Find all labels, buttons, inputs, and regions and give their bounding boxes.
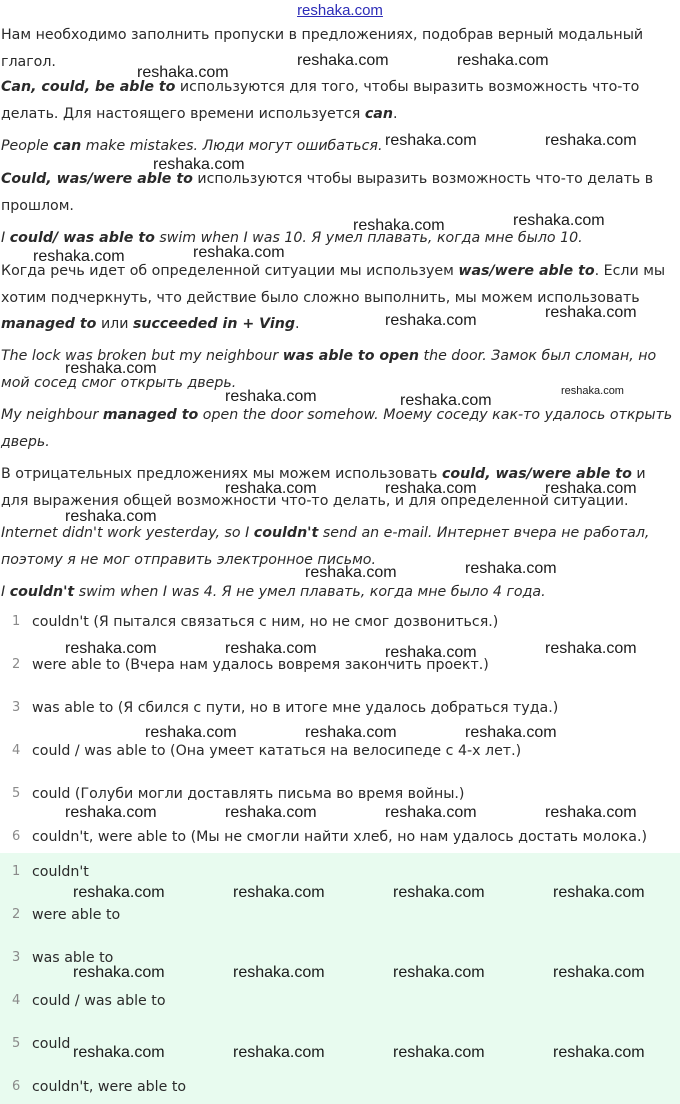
- watermark: reshaka.com: [305, 564, 397, 581]
- example-2-a: I: [1, 230, 10, 246]
- watermark: reshaka.com: [353, 217, 445, 234]
- example-3-a: The lock was broken but my neighbour: [1, 348, 283, 364]
- watermark: reshaka.com: [225, 388, 317, 405]
- watermark: reshaka.com: [73, 964, 165, 981]
- rule-past-text: используются чтобы выразить возможность что-то делать в прошлом.: [1, 171, 654, 214]
- list-item: [0, 993, 680, 1013]
- watermark: reshaka.com: [513, 212, 605, 229]
- item-number: 6: [12, 829, 21, 844]
- example-5-a: Internet didn't work yesterday, so I: [1, 525, 254, 541]
- watermark: reshaka.com: [553, 964, 645, 981]
- item-number: 3: [12, 700, 21, 715]
- item-text: could (Голуби могли доставлять письма во время войны.): [32, 786, 465, 802]
- watermark: reshaka.com: [545, 304, 637, 321]
- watermark: reshaka.com: [225, 480, 317, 497]
- example-1-b: make mistakes. Люди могут ошибаться.: [81, 138, 383, 154]
- rule-situation-k3: succeeded in + Ving: [132, 316, 296, 332]
- example-4-b: open the door somehow. Моему соседу как-то удалось открыть дверь.: [1, 407, 673, 450]
- list-item: [0, 864, 680, 884]
- rule-situation-t3: или: [96, 316, 133, 332]
- item-number: 6: [12, 1079, 21, 1094]
- watermark: reshaka.com: [233, 884, 325, 901]
- item-text: could / was able to (Она умеет кататься на велосипеде с 4-х лет.): [32, 743, 522, 759]
- watermark: reshaka.com: [393, 884, 485, 901]
- item-text: could / was able to: [32, 993, 166, 1009]
- rule-negative-k1: could, was/were able to: [441, 466, 632, 482]
- watermark: reshaka.com: [65, 360, 157, 377]
- rule-can-keyword-end: can: [364, 105, 393, 122]
- watermark: reshaka.com: [385, 644, 477, 661]
- rule-situation-t1: Когда речь идет об определенной ситуации мы используем: [1, 263, 459, 279]
- example-5-keyword: couldn't: [253, 525, 319, 541]
- list-item: [0, 1079, 680, 1099]
- list-item: [0, 829, 680, 849]
- list-item: [0, 786, 680, 806]
- watermark: reshaka.com: [545, 480, 637, 497]
- watermark: reshaka.com: [561, 385, 624, 397]
- watermark: reshaka.com: [73, 1044, 165, 1061]
- item-number: 2: [12, 657, 21, 672]
- item-text: couldn't, were able to (Мы не смогли найти хлеб, но нам удалось достать молока.): [32, 829, 647, 845]
- watermark: reshaka.com: [385, 132, 477, 149]
- example-5-b: send an e-mail. Интернет вчера не работал, поэтому я не мог отправить электронное письмо.: [1, 525, 650, 568]
- item-text: was able to: [32, 950, 114, 966]
- example-3-keyword: was able to open: [282, 348, 419, 364]
- watermark: reshaka.com: [400, 392, 492, 409]
- watermark: reshaka.com: [225, 804, 317, 821]
- watermark: reshaka.com: [305, 724, 397, 741]
- rule-negative-t2: и для выражения общей возможности что-то делать, и для определенной ситуации.: [1, 466, 646, 509]
- watermark: reshaka.com: [393, 1044, 485, 1061]
- example-6-a: I: [1, 584, 10, 600]
- watermark: reshaka.com: [553, 884, 645, 901]
- item-number: 5: [12, 786, 21, 801]
- watermark: reshaka.com: [225, 640, 317, 657]
- example-6-b: swim when I was 4. Я не умел плавать, когда мне было 4 года.: [74, 584, 546, 600]
- example-1-a: People: [1, 138, 54, 154]
- item-text: couldn't (Я пытался связаться с ним, но не смог дозвониться.): [32, 614, 499, 630]
- item-number: 1: [12, 614, 21, 629]
- watermark: reshaka.com: [465, 724, 557, 741]
- rule-situation-k1: was/were able to: [458, 263, 595, 279]
- example-6-keyword: couldn't: [9, 584, 75, 600]
- item-number: 5: [12, 1036, 21, 1051]
- item-number: 4: [12, 743, 21, 758]
- item-text: couldn't, were able to: [32, 1079, 187, 1095]
- item-number: 1: [12, 864, 21, 879]
- list-item: [0, 700, 680, 720]
- rule-can: [1, 74, 676, 127]
- watermark: reshaka.com: [545, 132, 637, 149]
- watermark: reshaka.com: [457, 52, 549, 69]
- item-text: were able to: [32, 907, 121, 923]
- rule-negative-t1: В отрицательных предложениях мы можем использовать: [1, 466, 442, 482]
- list-item: [0, 657, 680, 677]
- watermark: reshaka.com: [465, 560, 557, 577]
- list-item: [0, 614, 680, 634]
- rule-can-text: используются для того, чтобы выразить возможность что-то делать. Для настоящего времени используется: [1, 79, 640, 122]
- item-text: couldn't: [32, 864, 89, 880]
- example-3-b: the door. Замок был сломан, но мой сосед смог открыть дверь.: [1, 348, 657, 391]
- rule-situation-k2: managed to: [1, 316, 97, 332]
- rule-situation-t4: .: [295, 316, 300, 332]
- example-4: [1, 402, 676, 455]
- watermark: reshaka.com: [33, 248, 125, 265]
- item-number: 2: [12, 907, 21, 922]
- watermark: reshaka.com: [137, 64, 229, 81]
- site-header-link[interactable]: reshaka.com: [297, 2, 383, 19]
- watermark: reshaka.com: [553, 1044, 645, 1061]
- rule-situation-t2: . Если мы хотим подчеркнуть, что действие было сложно выполнить, мы можем использовать: [1, 263, 666, 306]
- example-1-keyword: can: [53, 138, 82, 154]
- watermark: reshaka.com: [297, 52, 389, 69]
- watermark: reshaka.com: [385, 480, 477, 497]
- example-2-b: swim when I was 10. Я умел плавать, когда мне было 10.: [154, 230, 583, 246]
- watermark: reshaka.com: [193, 244, 285, 261]
- watermark: reshaka.com: [385, 312, 477, 329]
- item-text: were able to (Вчера нам удалось вовремя закончить проект.): [32, 657, 489, 673]
- example-2-keyword: could/ was able to: [9, 230, 155, 246]
- item-text: could: [32, 1036, 71, 1052]
- example-4-keyword: managed to: [102, 407, 199, 423]
- watermark: reshaka.com: [65, 640, 157, 657]
- item-text: was able to (Я сбился с пути, но в итоге мне удалось добраться туда.): [32, 700, 559, 716]
- watermark: reshaka.com: [545, 640, 637, 657]
- list-item: [0, 743, 680, 763]
- watermark: reshaka.com: [385, 804, 477, 821]
- rule-can-keywords: Can, could, be able to: [1, 79, 176, 95]
- example-4-a: My neighbour: [1, 407, 103, 423]
- rule-past-keywords: Could, was/were able to: [1, 171, 193, 187]
- watermark: reshaka.com: [145, 724, 237, 741]
- example-6: [1, 579, 676, 606]
- list-item: [0, 907, 680, 927]
- watermark: reshaka.com: [233, 964, 325, 981]
- item-number: 3: [12, 950, 21, 965]
- item-number: 4: [12, 993, 21, 1008]
- watermark: reshaka.com: [233, 1044, 325, 1061]
- watermark: reshaka.com: [65, 508, 157, 525]
- watermark: reshaka.com: [393, 964, 485, 981]
- rule-situation: [1, 258, 676, 338]
- rule-can-dot: .: [392, 105, 398, 122]
- watermark: reshaka.com: [65, 804, 157, 821]
- watermark: reshaka.com: [153, 156, 245, 173]
- watermark: reshaka.com: [545, 804, 637, 821]
- rule-intro: Нам необходимо заполнить пропуски в предложениях, подобрав верный модальный глагол.: [1, 27, 644, 70]
- watermark: reshaka.com: [73, 884, 165, 901]
